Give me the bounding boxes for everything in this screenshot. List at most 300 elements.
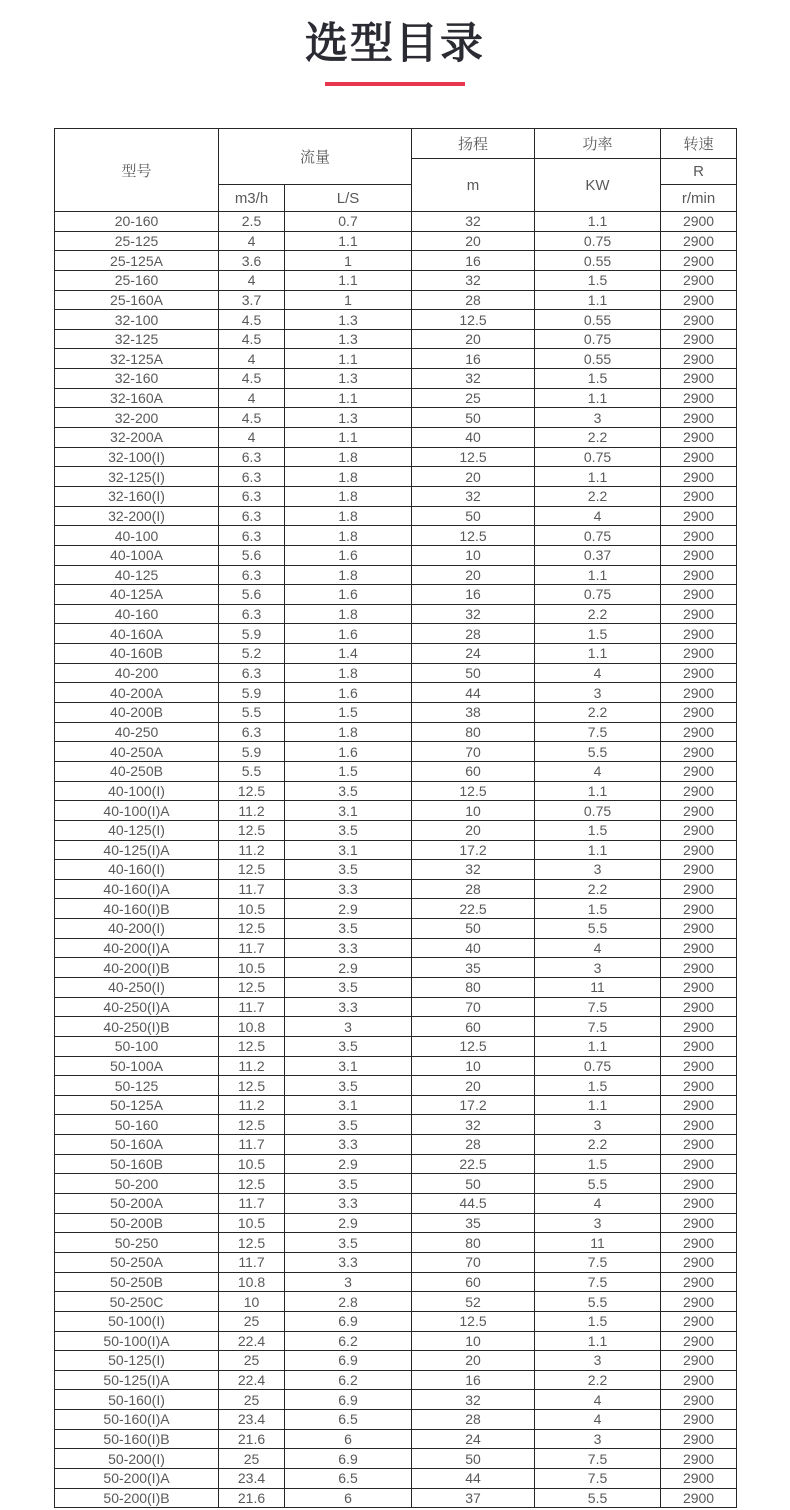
table-cell: 50-160(I) [55,1390,219,1410]
table-cell: 1.5 [285,703,412,723]
table-cell: 60 [412,1017,535,1037]
table-cell: 12.5 [219,1233,285,1253]
table-cell: 1.1 [535,644,661,664]
col-header-head: 扬程 [412,129,535,159]
table-cell: 0.75 [535,801,661,821]
table-cell: 1.6 [285,742,412,762]
table-cell: 70 [412,997,535,1017]
table-row [55,585,737,605]
table-row [55,899,737,919]
table-cell: 2900 [661,1370,737,1390]
col-header-speed: 转速 [661,129,737,159]
table-row [55,467,737,487]
table-cell: 2900 [661,997,737,1017]
table-cell: 28 [412,879,535,899]
table-cell: 40-200(I)B [55,958,219,978]
table-cell: 60 [412,1272,535,1292]
table-cell: 1.3 [285,310,412,330]
table-cell: 40-250(I) [55,977,219,997]
table-cell: 3.1 [285,1056,412,1076]
table-cell: 2.9 [285,958,412,978]
table-cell: 4.5 [219,310,285,330]
table-cell: 11.2 [219,801,285,821]
table-row [55,958,737,978]
table-cell: 2900 [661,1252,737,1272]
table-cell: 50-125(I)A [55,1370,219,1390]
table-cell: 4 [219,428,285,448]
table-cell: 50-125A [55,1095,219,1115]
table-cell: 50-200(I)A [55,1469,219,1489]
table-cell: 5.9 [219,624,285,644]
table-cell: 40 [412,428,535,448]
table-cell: 28 [412,1135,535,1155]
table-cell: 11.7 [219,1252,285,1272]
table-cell: 1.8 [285,506,412,526]
table-cell: 3 [535,958,661,978]
table-header [55,129,737,212]
table-cell: 2900 [661,1449,737,1469]
table-cell: 7.5 [535,1272,661,1292]
selection-catalog-table [54,128,737,1508]
table-cell: 40-200(I) [55,919,219,939]
table-row [55,1292,737,1312]
table-cell: 3 [535,683,661,703]
table-cell: 2900 [661,1331,737,1351]
table-cell: 4.5 [219,369,285,389]
table-cell: 21.6 [219,1429,285,1449]
table-cell: 50 [412,408,535,428]
col-header-power: 功率 [535,129,661,159]
table-cell: 1.6 [285,683,412,703]
table-cell: 0.75 [535,526,661,546]
table-cell: 2900 [661,310,737,330]
table-cell: 0.55 [535,251,661,271]
table-cell: 32 [412,1115,535,1135]
table-cell: 3.5 [285,781,412,801]
table-cell: 32 [412,1390,535,1410]
table-cell: 2900 [661,212,737,232]
table-row [55,1410,737,1430]
col-header-speed-r: R [661,159,737,185]
table-cell: 24 [412,644,535,664]
table-cell: 10.5 [219,958,285,978]
table-cell: 40-125(I) [55,820,219,840]
table-cell: 2900 [661,1017,737,1037]
table-cell: 1.4 [285,644,412,664]
table-cell: 2.9 [285,1154,412,1174]
table-cell: 10.5 [219,899,285,919]
table-cell: 40-250 [55,722,219,742]
table-cell: 2900 [661,958,737,978]
table-cell: 10.8 [219,1017,285,1037]
table-cell: 2900 [661,860,737,880]
table-cell: 2.9 [285,1213,412,1233]
table-cell: 40-125 [55,565,219,585]
table-cell: 32 [412,604,535,624]
table-cell: 10 [412,1056,535,1076]
table-cell: 4.5 [219,329,285,349]
table-cell: 1.1 [535,290,661,310]
table-cell: 32 [412,369,535,389]
table-cell: 10.5 [219,1154,285,1174]
col-header-power-unit: KW [535,159,661,212]
table-cell: 1.6 [285,545,412,565]
table-cell: 50-200(I)B [55,1488,219,1508]
table-cell: 32-100(I) [55,447,219,467]
table-cell: 3.3 [285,879,412,899]
table-body [55,212,737,1508]
table-cell: 25-125 [55,231,219,251]
col-header-speed-unit: r/min [661,185,737,212]
table-cell: 32-100 [55,310,219,330]
table-cell: 32 [412,486,535,506]
table-cell: 50-200 [55,1174,219,1194]
table-cell: 3.6 [219,251,285,271]
table-cell: 2900 [661,879,737,899]
table-row [55,1076,737,1096]
table-cell: 40 [412,938,535,958]
table-cell: 1.8 [285,722,412,742]
table-cell: 50-100 [55,1036,219,1056]
table-cell: 20 [412,231,535,251]
table-cell: 20 [412,820,535,840]
table-cell: 2900 [661,644,737,664]
table-row [55,761,737,781]
table-cell: 2900 [661,1351,737,1371]
table-row [55,310,737,330]
table-cell: 1.6 [285,585,412,605]
table-cell: 2900 [661,703,737,723]
table-cell: 5.5 [535,1174,661,1194]
table-row [55,1272,737,1292]
table-row [55,1331,737,1351]
table-cell: 5.5 [219,761,285,781]
table-cell: 2900 [661,428,737,448]
table-cell: 2.2 [535,486,661,506]
table-cell: 2900 [661,1429,737,1449]
table-row [55,349,737,369]
table-cell: 3.5 [285,1115,412,1135]
table-cell: 1.5 [535,1311,661,1331]
table-cell: 1.8 [285,447,412,467]
table-row [55,997,737,1017]
table-cell: 10.5 [219,1213,285,1233]
table-cell: 3.5 [285,820,412,840]
table-cell: 32-160 [55,369,219,389]
table-cell: 3.5 [285,1036,412,1056]
table-cell: 10 [412,545,535,565]
table-cell: 50-250 [55,1233,219,1253]
table-cell: 12.5 [219,1174,285,1194]
table-cell: 3.5 [285,1076,412,1096]
table-cell: 6.9 [285,1351,412,1371]
table-cell: 12.5 [219,919,285,939]
table-cell: 2900 [661,349,737,369]
table-cell: 2900 [661,840,737,860]
table-cell: 5.9 [219,742,285,762]
table-cell: 44 [412,683,535,703]
table-cell: 1.5 [535,1076,661,1096]
table-cell: 12.5 [412,1311,535,1331]
table-cell: 2900 [661,899,737,919]
table-cell: 0.75 [535,585,661,605]
table-cell: 11.7 [219,997,285,1017]
table-cell: 1.1 [535,212,661,232]
table-cell: 2900 [661,919,737,939]
table-cell: 2.8 [285,1292,412,1312]
table-cell: 50 [412,663,535,683]
table-cell: 3.5 [285,977,412,997]
table-cell: 32-125 [55,329,219,349]
table-cell: 2900 [661,585,737,605]
table-row [55,879,737,899]
table-cell: 2900 [661,761,737,781]
table-cell: 12.5 [219,977,285,997]
table-row [55,1311,737,1331]
table-cell: 35 [412,958,535,978]
table-row [55,329,737,349]
table-cell: 11.2 [219,840,285,860]
table-cell: 4 [535,761,661,781]
table-cell: 4.5 [219,408,285,428]
table-cell: 28 [412,1410,535,1430]
table-cell: 1.5 [535,899,661,919]
table-cell: 20 [412,1076,535,1096]
table-row [55,428,737,448]
table-cell: 40-100 [55,526,219,546]
table-cell: 2900 [661,938,737,958]
table-cell: 40-125A [55,585,219,605]
table-cell: 12.5 [219,1115,285,1135]
table-row [55,840,737,860]
table-cell: 12.5 [219,1036,285,1056]
table-cell: 11.2 [219,1056,285,1076]
table-cell: 1.5 [535,270,661,290]
table-cell: 5.5 [535,919,661,939]
table-cell: 35 [412,1213,535,1233]
table-cell: 5.5 [535,1488,661,1508]
table-cell: 50 [412,506,535,526]
table-cell: 0.75 [535,447,661,467]
table-row [55,1390,737,1410]
table-cell: 25 [219,1390,285,1410]
table-cell: 6.5 [285,1469,412,1489]
table-cell: 2900 [661,781,737,801]
table-cell: 2900 [661,290,737,310]
table-cell: 50-250C [55,1292,219,1312]
table-cell: 32 [412,270,535,290]
table-cell: 11 [535,1233,661,1253]
table-cell: 5.6 [219,545,285,565]
table-cell: 52 [412,1292,535,1312]
table-cell: 70 [412,742,535,762]
table-cell: 44 [412,1469,535,1489]
col-header-flow-ls: L/S [285,185,412,212]
table-cell: 40-250A [55,742,219,762]
table-cell: 5.5 [219,703,285,723]
table-cell: 80 [412,977,535,997]
table-cell: 16 [412,585,535,605]
table-cell: 6.9 [285,1449,412,1469]
table-cell: 12.5 [219,860,285,880]
table-cell: 4 [219,231,285,251]
table-cell: 50-160(I)B [55,1429,219,1449]
table-cell: 25 [219,1311,285,1331]
table-cell: 6.3 [219,565,285,585]
table-cell: 16 [412,349,535,369]
table-cell: 6.3 [219,486,285,506]
table-row [55,1488,737,1508]
table-row [55,938,737,958]
table-row [55,722,737,742]
table-cell: 2.2 [535,604,661,624]
table-cell: 11.7 [219,1194,285,1214]
table-cell: 1.1 [535,781,661,801]
table-cell: 6 [285,1429,412,1449]
table-row [55,1449,737,1469]
table-row [55,1056,737,1076]
table-cell: 2.2 [535,703,661,723]
table-cell: 1.8 [285,526,412,546]
table-cell: 12.5 [412,310,535,330]
table-cell: 5.5 [535,1292,661,1312]
table-cell: 28 [412,290,535,310]
table-cell: 2900 [661,526,737,546]
table-cell: 3 [535,408,661,428]
table-cell: 2.2 [535,428,661,448]
table-cell: 28 [412,624,535,644]
table-cell: 3.3 [285,997,412,1017]
table-cell: 6.3 [219,506,285,526]
table-cell: 50-160 [55,1115,219,1135]
table-cell: 22.4 [219,1370,285,1390]
table-row [55,526,737,546]
table-cell: 3.3 [285,1194,412,1214]
table-cell: 3 [285,1017,412,1037]
table-cell: 1.1 [535,840,661,860]
table-row [55,388,737,408]
table-row [55,1017,737,1037]
table-cell: 3.5 [285,919,412,939]
table-cell: 1.3 [285,408,412,428]
table-cell: 2.2 [535,1370,661,1390]
table-cell: 3.1 [285,840,412,860]
table-cell: 11 [535,977,661,997]
table-cell: 1.6 [285,624,412,644]
table-cell: 3 [535,1351,661,1371]
table-cell: 3 [535,1213,661,1233]
table-cell: 2900 [661,663,737,683]
table-row [55,545,737,565]
table-cell: 2900 [661,408,737,428]
table-cell: 3 [285,1272,412,1292]
table-cell: 1.1 [535,565,661,585]
table-row [55,703,737,723]
table-cell: 1 [285,290,412,310]
table-cell: 2900 [661,1292,737,1312]
table-cell: 4 [219,349,285,369]
col-header-flow: 流量 [219,129,412,185]
table-cell: 2900 [661,231,737,251]
table-cell: 0.75 [535,231,661,251]
table-cell: 23.4 [219,1410,285,1430]
table-cell: 1.5 [535,820,661,840]
table-row [55,408,737,428]
table-cell: 50-160B [55,1154,219,1174]
table-cell: 2900 [661,369,737,389]
table-cell: 40-160(I) [55,860,219,880]
table-cell: 40-250(I)B [55,1017,219,1037]
table-cell: 2900 [661,1213,737,1233]
table-row [55,231,737,251]
table-cell: 3.3 [285,1135,412,1155]
table-cell: 11.7 [219,938,285,958]
table-cell: 20 [412,565,535,585]
table-row [55,624,737,644]
table-row [55,1233,737,1253]
table-row [55,644,737,664]
table-row [55,1036,737,1056]
table-row [55,1174,737,1194]
table-cell: 2900 [661,1076,737,1096]
table-cell: 11.7 [219,879,285,899]
table-cell: 40-125(I)A [55,840,219,860]
table-cell: 40-160 [55,604,219,624]
table-cell: 38 [412,703,535,723]
table-cell: 2900 [661,447,737,467]
table-cell: 2900 [661,388,737,408]
table-cell: 2900 [661,1311,737,1331]
table-cell: 2900 [661,251,737,271]
table-row [55,251,737,271]
table-cell: 40-200A [55,683,219,703]
table-cell: 3.5 [285,1233,412,1253]
table-cell: 2900 [661,1135,737,1155]
table-cell: 2900 [661,486,737,506]
table-cell: 1.3 [285,369,412,389]
table-cell: 2900 [661,1174,737,1194]
table-cell: 1.1 [535,1095,661,1115]
table-cell: 7.5 [535,997,661,1017]
table-cell: 20-160 [55,212,219,232]
table-cell: 32-200(I) [55,506,219,526]
table-cell: 1.5 [535,624,661,644]
table-cell: 32 [412,212,535,232]
table-cell: 2900 [661,722,737,742]
table-cell: 6.3 [219,447,285,467]
table-cell: 11.2 [219,1095,285,1115]
table-cell: 2900 [661,683,737,703]
table-cell: 6.3 [219,663,285,683]
table-row [55,1194,737,1214]
table-cell: 7.5 [535,1469,661,1489]
table-cell: 10 [219,1292,285,1312]
table-row [55,212,737,232]
table-cell: 22.4 [219,1331,285,1351]
table-cell: 1.5 [535,1154,661,1174]
table-row [55,447,737,467]
table-row [55,1429,737,1449]
table-cell: 10 [412,1331,535,1351]
table-cell: 32-200 [55,408,219,428]
table-cell: 1.3 [285,329,412,349]
table-cell: 32-125A [55,349,219,369]
table-cell: 1 [285,251,412,271]
table-cell: 50-125(I) [55,1351,219,1371]
table-row [55,742,737,762]
table-row [55,1154,737,1174]
table-cell: 50-160A [55,1135,219,1155]
